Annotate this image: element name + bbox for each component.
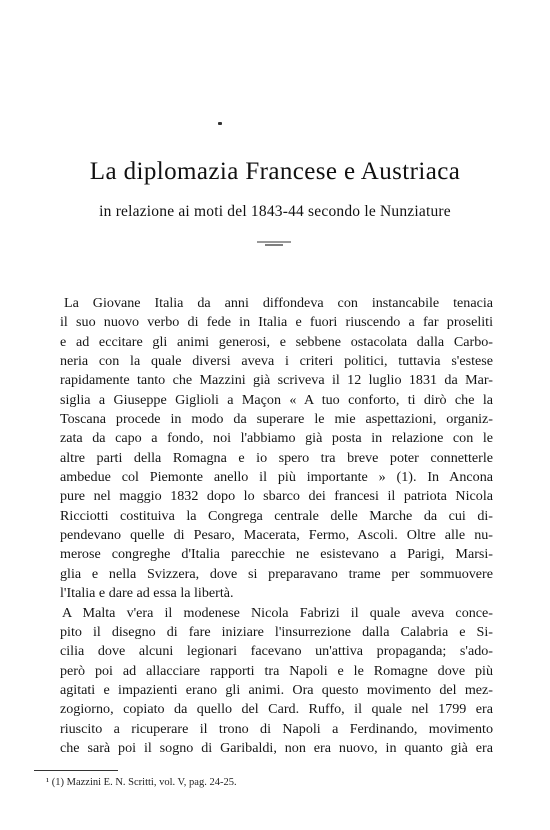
body-line: neria con la quale diversi aveva i criteri politici, tuttavia s'estese: [60, 353, 493, 370]
body-line: Toscana procede in modo da superare le mie aspettazioni, organiz-: [60, 411, 493, 428]
section-ornament-icon: [257, 240, 291, 248]
body-line: La Giovane Italia da anni diffondeva con instancabile tenacia: [64, 295, 493, 311]
page-title: La diplomazia Francese e Austriaca: [89, 158, 461, 185]
footnote: ¹ (1) Mazzini E. N. Scritti, vol. V, pag. 24-25.: [46, 777, 237, 788]
body-line: rapidamente tanto che Mazzini già scriveva il 12 luglio 1831 da Mar-: [60, 372, 493, 389]
body-line: riuscito a ricuperare il trono di Napoli a Ferdinando, movimento: [60, 720, 493, 737]
body-line: il suo nuovo verbo di fede in Italia e fuori riuscendo a far proseliti: [60, 314, 493, 331]
body-line: zogiorno, copiato da quello del Card. Ruffo, il quale nel 1799 era: [60, 701, 493, 718]
body-text: [60, 294, 493, 758]
body-line: cilia dove alcuni legionari facevano un'attiva propaganda; s'ado-: [60, 643, 493, 660]
body-line: pito il disegno di fare iniziare l'insurrezione dalla Calabria e Si-: [60, 623, 493, 640]
body-line: pendevano quelle di Pesaro, Macerata, Fermo, Ascoli. Oltre alle nu-: [60, 527, 493, 544]
body-line: zata da capo a fondo, noi l'abbiamo già posta in relazione con le: [60, 430, 493, 447]
body-line: e ad eccitare gli animi generosi, e sebbene ostacolata dalla Carbo-: [60, 333, 493, 350]
body-line: altre parti della Romagna e io spero tra breve poter connetterle: [60, 449, 493, 466]
body-line: A Malta v'era il modenese Nicola Fabrizi il quale aveva conce-: [62, 604, 493, 621]
footnote-rule: [34, 770, 118, 771]
body-line: però poi ad allacciare rapporti tra Napoli e le Romagne dove più: [60, 662, 493, 679]
body-line: Ricciotti costituiva la Congrega centrale delle Marche da cui di-: [60, 507, 493, 524]
print-speck: [218, 122, 222, 125]
body-line: agitati e impazienti erano gli animi. Ora questo movimento del mez-: [60, 681, 493, 698]
body-line: ambedue col Piemonte anello il più importante » (1). In Ancona: [60, 469, 493, 486]
body-line: merose congreghe d'Italia parecchie ne esistevano a Parigi, Marsi-: [60, 546, 493, 563]
body-line: che sarà poi il sogno di Garibaldi, non era nuovo, in quanto già era: [60, 739, 493, 756]
body-line: siglia a Giuseppe Giglioli a Maçon « A tuo conforto, ti dirò che la: [60, 391, 493, 408]
body-line: l'Italia e dare ad essa la libertà.: [60, 585, 234, 602]
page-subtitle: in relazione ai moti del 1843-44 secondo le Nunziature: [99, 203, 451, 220]
body-line: pure nel maggio 1832 dopo lo sbarco dei francesi il patriota Nicola: [60, 488, 493, 505]
body-line: glia e nella Svizzera, dove si preparavano trame per sommuovere: [60, 565, 493, 582]
